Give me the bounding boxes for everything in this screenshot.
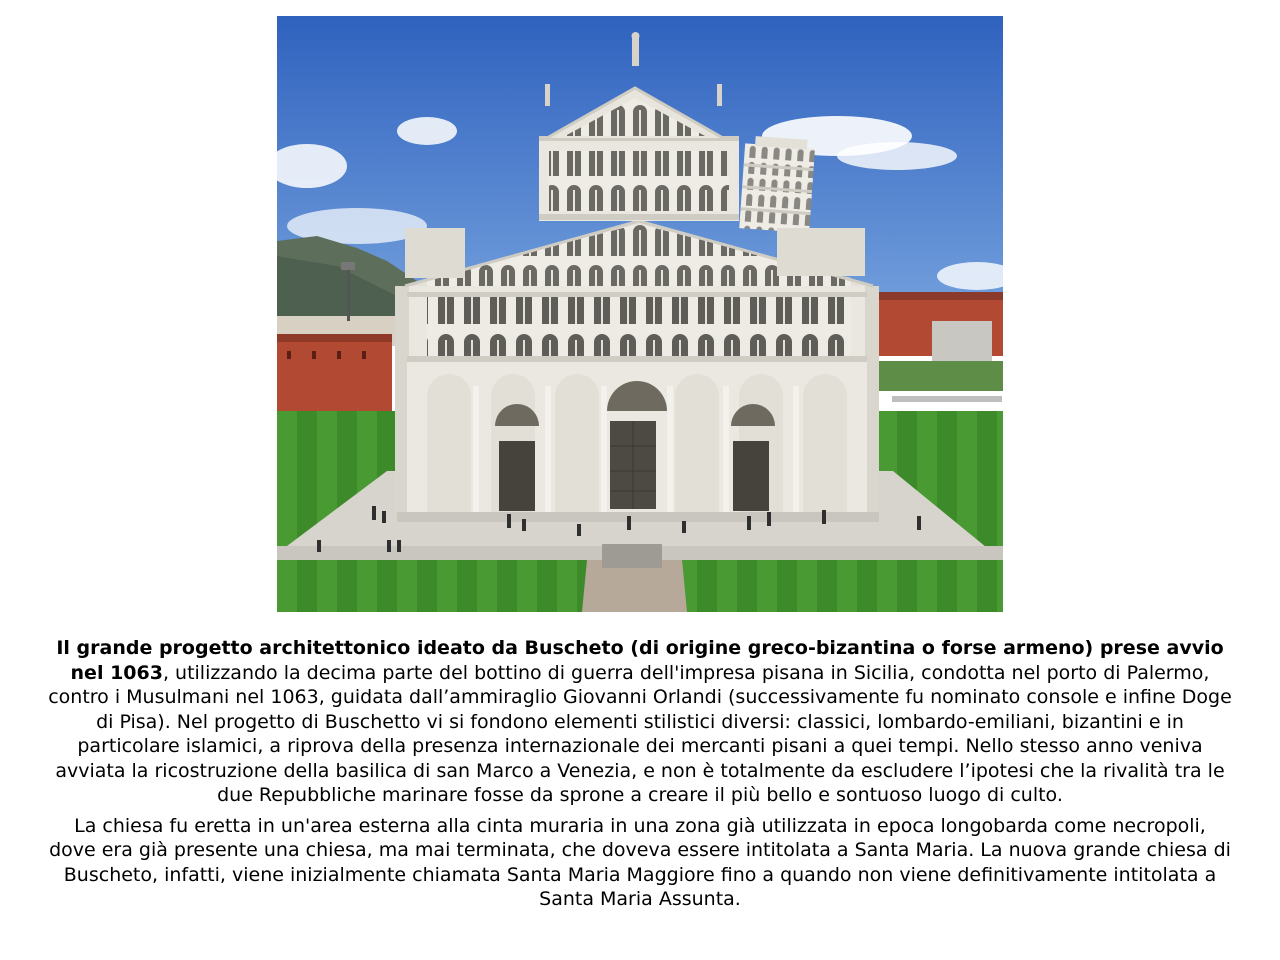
description-text: [48, 636, 1232, 912]
paragraph-history-rest: , utilizzando la decima parte del bottino di guerra dell'impresa pisana in Sicilia, condotta nel porto di Palermo, contro i Musulmani nel 1063, guidata dall’ammiraglio Giovanni Orlandi (successivamente fu nominato console e infine Doge di Pisa). Nel progetto di Buschetto vi si fondono elementi stilistici diversi: classici, lombardo-emiliani, bizantini e in particolare islamici, a riprova della presenza internazionale dei mercanti pisani a quei tempi. Nello stesso anno veniva avviata la ricostruzione della basilica di san Marco a Venezia, e non è totalmente da escludere l’ipotesi che la rivalità tra le due Repubbliche marinare fosse da sprone a creare il più bello e sontuoso luogo di culto.: [48, 661, 1232, 806]
paragraph-history-bold-lead: Il grande progetto architettonico ideato da Buscheto (di origine greco-bizantina o forse armeno) prese avvio nel 1063: [56, 637, 1224, 684]
paragraph-site: La chiesa fu eretta in un'area esterna alla cinta muraria in una zona già utilizzata in epoca longobarda come necropoli, dove era già presente una chiesa, ma mai terminata, che doveva essere intitolata a Santa Maria. La nuova grande chiesa di Buscheto, infatti, viene inizialmente chiamata Santa Maria Maggiore fino a quando non viene definitivamente intitolata a Santa Maria Assunta.: [49, 814, 1231, 910]
paragraph-history: [48, 636, 1232, 808]
cathedral-photo: [277, 16, 1003, 612]
